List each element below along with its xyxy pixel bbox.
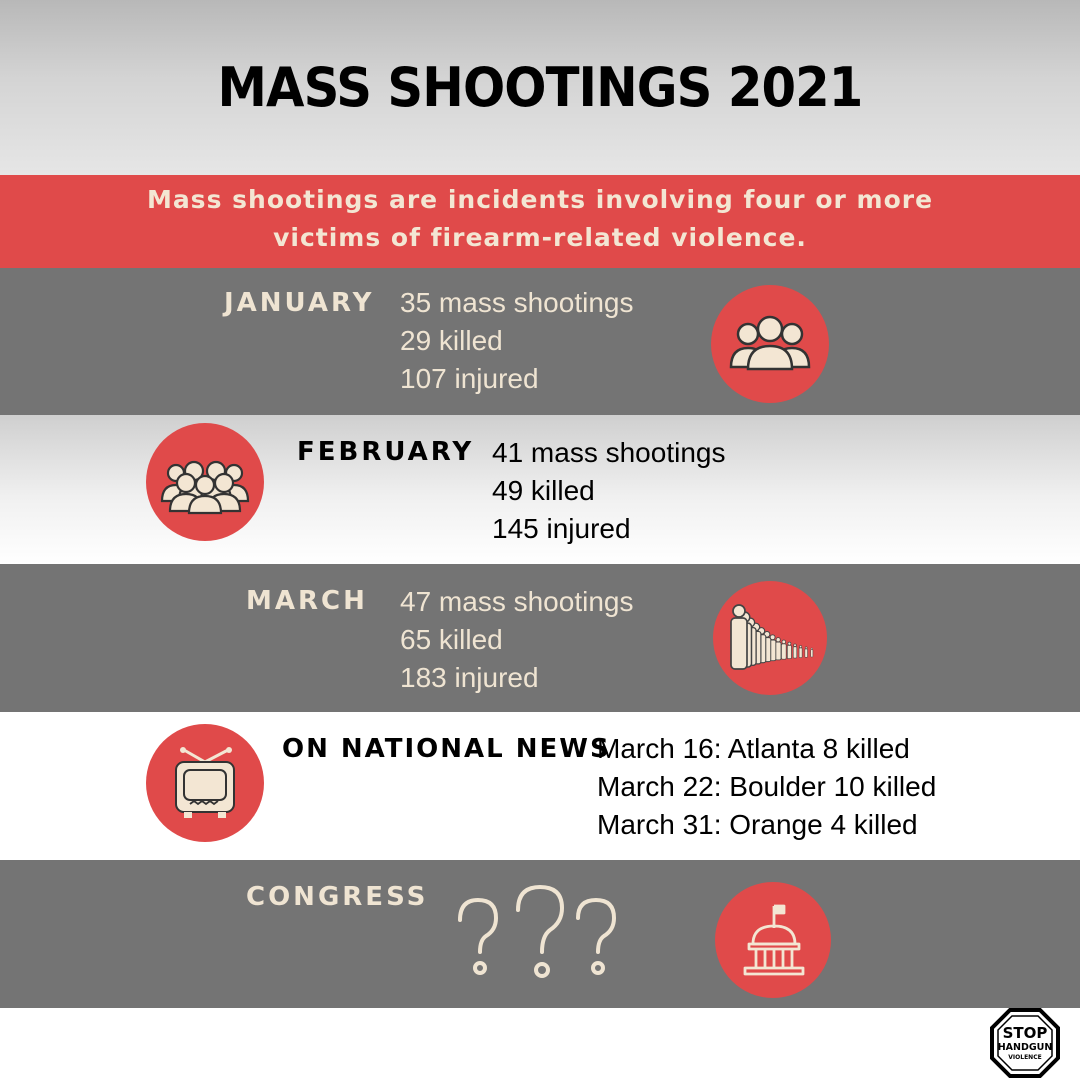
news-item: March 16: Atlanta 8 killed [597, 733, 910, 764]
stat-killed: 49 killed [492, 475, 595, 506]
stop-handgun-violence-logo [990, 1008, 1060, 1078]
section-label: ON NATIONAL NEWS [282, 734, 611, 764]
capitol-icon [715, 882, 831, 998]
section-label: JANUARY [224, 288, 375, 318]
crowd-icon [146, 423, 264, 541]
section-congress [0, 860, 1080, 1008]
stat-shootings: 47 mass shootings [400, 586, 634, 617]
question-marks-icon [450, 880, 630, 985]
definition-line-1: Mass shootings are incidents involving four or more [146, 185, 934, 214]
stat-list [400, 284, 633, 398]
stat-killed: 65 killed [400, 624, 503, 655]
news-list [597, 730, 936, 844]
tv-icon [146, 724, 264, 842]
section-february [0, 415, 1080, 564]
svg-text:HANDGUN: HANDGUN [997, 1042, 1053, 1053]
stat-list [400, 583, 633, 697]
stat-injured: 145 injured [492, 513, 631, 544]
stat-injured: 107 injured [400, 363, 539, 394]
definition-banner [0, 175, 1080, 268]
section-january [0, 268, 1080, 415]
page-title: MASS SHOOTINGS 2021 [217, 56, 863, 119]
section-label: FEBRUARY [297, 437, 475, 467]
svg-text:STOP: STOP [1002, 1024, 1048, 1042]
stat-shootings: 41 mass shootings [492, 437, 726, 468]
section-label: CONGRESS [246, 882, 429, 912]
stat-shootings: 35 mass shootings [400, 287, 634, 318]
news-item: March 22: Boulder 10 killed [597, 771, 937, 802]
section-label: MARCH [246, 586, 368, 616]
stat-killed: 29 killed [400, 325, 503, 356]
stat-injured: 183 injured [400, 662, 539, 693]
people-line-icon [713, 581, 827, 695]
section-march [0, 564, 1080, 712]
news-item: March 31: Orange 4 killed [597, 809, 918, 840]
stat-list [492, 434, 725, 548]
group-people-icon [711, 285, 829, 403]
svg-text:VIOLENCE: VIOLENCE [1008, 1054, 1042, 1061]
definition-line-2: victims of firearm-related violence. [273, 223, 807, 252]
header-band [0, 0, 1080, 175]
section-national-news [0, 712, 1080, 860]
